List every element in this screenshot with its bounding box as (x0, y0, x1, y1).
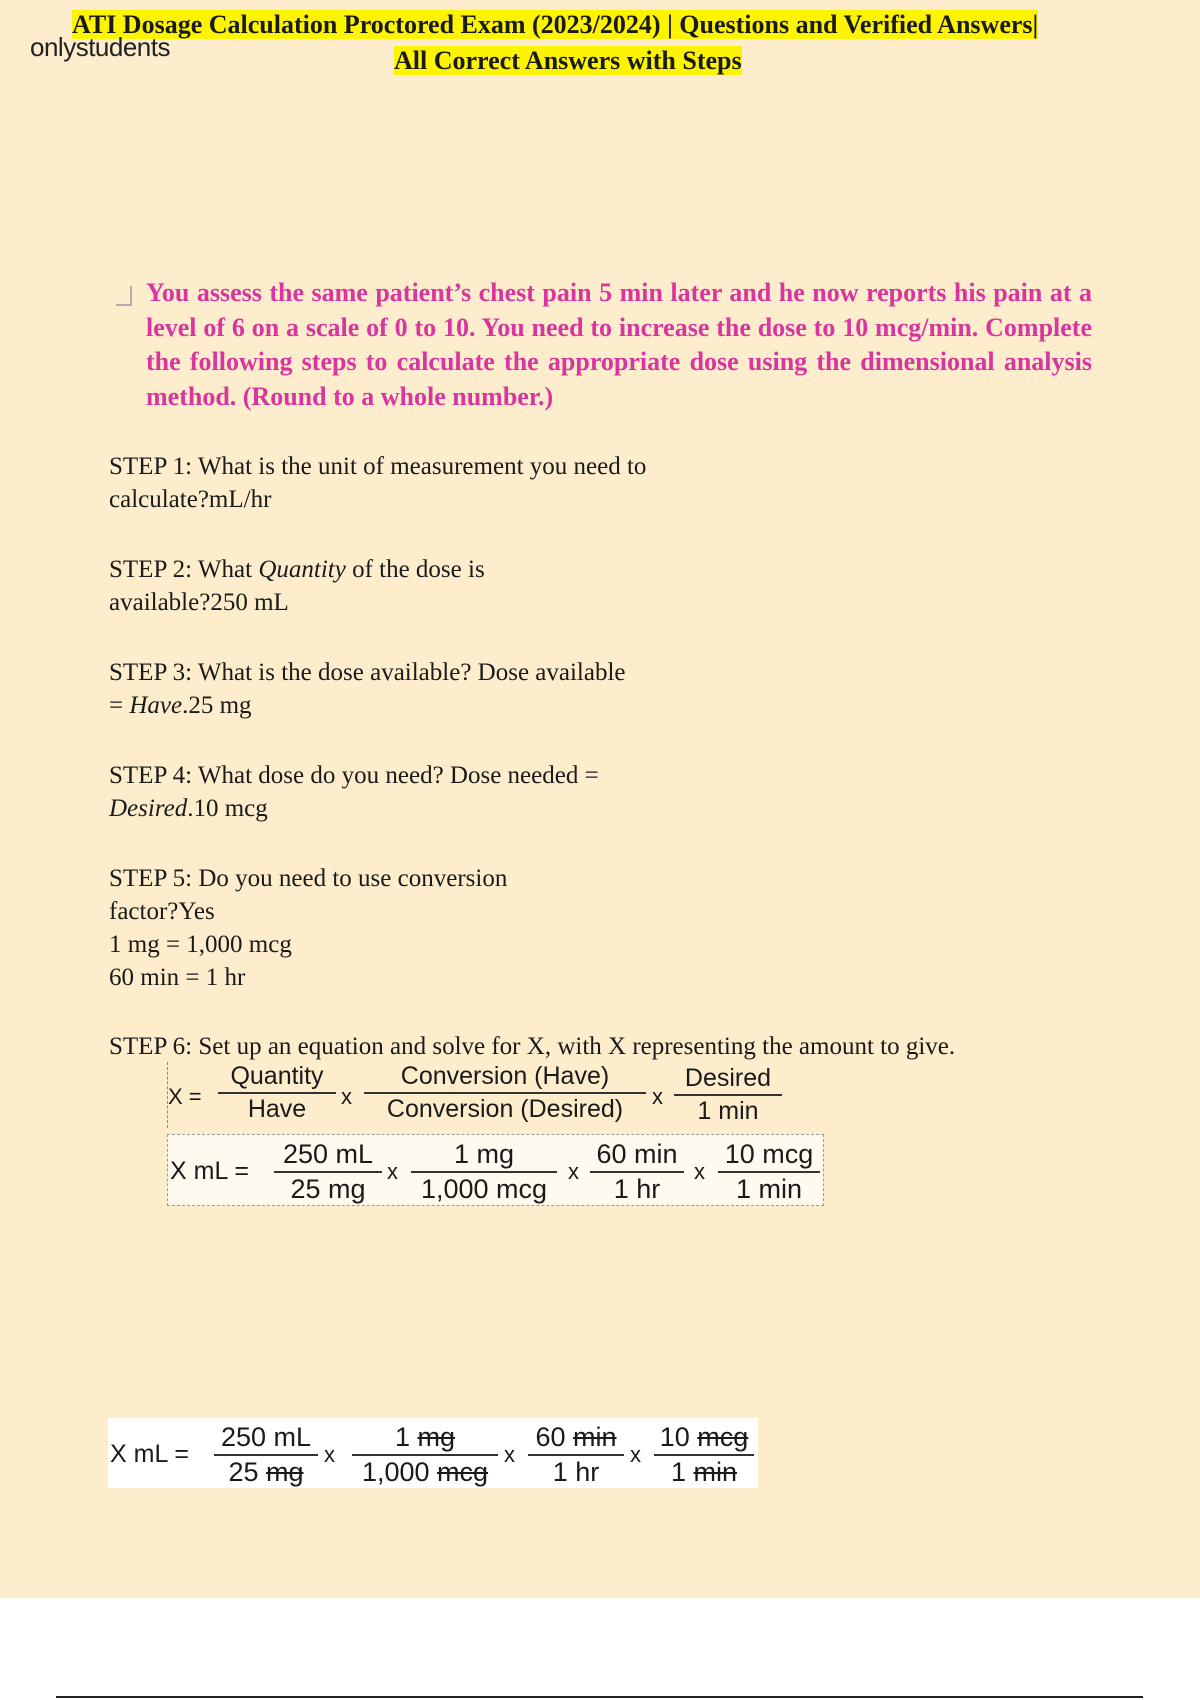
step-1: STEP 1: What is the unit of measurement you need to calculate?mL/hr (109, 453, 647, 513)
cancelled-equation-box (108, 1418, 758, 1488)
equation-lhs: X mL = (170, 1157, 249, 1185)
watermark: onlystudents (30, 32, 170, 62)
equation-lhs: X mL = (110, 1440, 189, 1468)
step-2: STEP 2: What Quantity of the dose is available?250 mL (109, 556, 485, 616)
step-5: STEP 5: Do you need to use conversion factor?Yes 1 mg = 1,000 mcg 60 min = 1 hr (109, 865, 508, 991)
document-title-line1: ATI Dosage Calculation Proctored Exam (2023/2024) | Questions and Verified Answers| (72, 10, 1039, 39)
multiply-sign: x (504, 1442, 515, 1467)
multiply-sign: x (568, 1159, 579, 1184)
step-3: STEP 3: What is the dose available? Dose available = Have.25 mg (109, 659, 626, 719)
multiply-sign: x (341, 1084, 352, 1109)
multiply-sign: x (387, 1159, 398, 1184)
multiply-sign: x (694, 1159, 705, 1184)
multiply-sign: x (630, 1442, 641, 1467)
equation-fraction-4: 10 mcg 1 min (718, 1141, 820, 1203)
multiply-sign: x (652, 1084, 663, 1109)
equation-box (167, 1134, 824, 1206)
checkbox-marker-icon (116, 286, 132, 306)
formula-lhs: X = (168, 1084, 202, 1109)
equation-fraction-3: 60 min 1 hr (590, 1141, 684, 1203)
step-4: STEP 4: What dose do you need? Dose needed = Desired.10 mcg (109, 762, 599, 822)
document-title-line2: All Correct Answers with Steps (394, 46, 742, 75)
cancelled-fraction-3: 60 min 1 hr (528, 1424, 624, 1486)
formula-fraction-quantity: Quantity Have (218, 1064, 336, 1122)
formula-fraction-desired: Desired 1 min (674, 1066, 782, 1124)
formula-fraction-conversion: Conversion (Have) Conversion (Desired) (364, 1064, 646, 1122)
step-6: STEP 6: Set up an equation and solve for X, with X representing the amount to give. (109, 1033, 956, 1060)
cancelled-fraction-4: 10 mcg 1 min (654, 1424, 754, 1486)
footer-divider (56, 1696, 1143, 1698)
equation-fraction-2: 1 mg 1,000 mcg (411, 1141, 557, 1203)
multiply-sign: x (324, 1442, 335, 1467)
formula-box (167, 1062, 786, 1128)
equation-fraction-1: $\frac{250 mL}{25 mg}$ (274, 1141, 382, 1203)
cancelled-fraction-2: 1 mg 1,000 mcg (352, 1424, 498, 1486)
question-text: You assess the same patient’s chest pain 5 min later and he now reports his pain at a level of 6 on a scale of 0 to 10. You need to increase the dose to 10 mcg/min. Complete the following steps to calculate the appropriate dose using the dimensional analysis method. (Round to a whole number.) (146, 278, 1092, 411)
cancelled-fraction-1: $\frac{250 mL}{25 mg}$ (214, 1424, 318, 1486)
